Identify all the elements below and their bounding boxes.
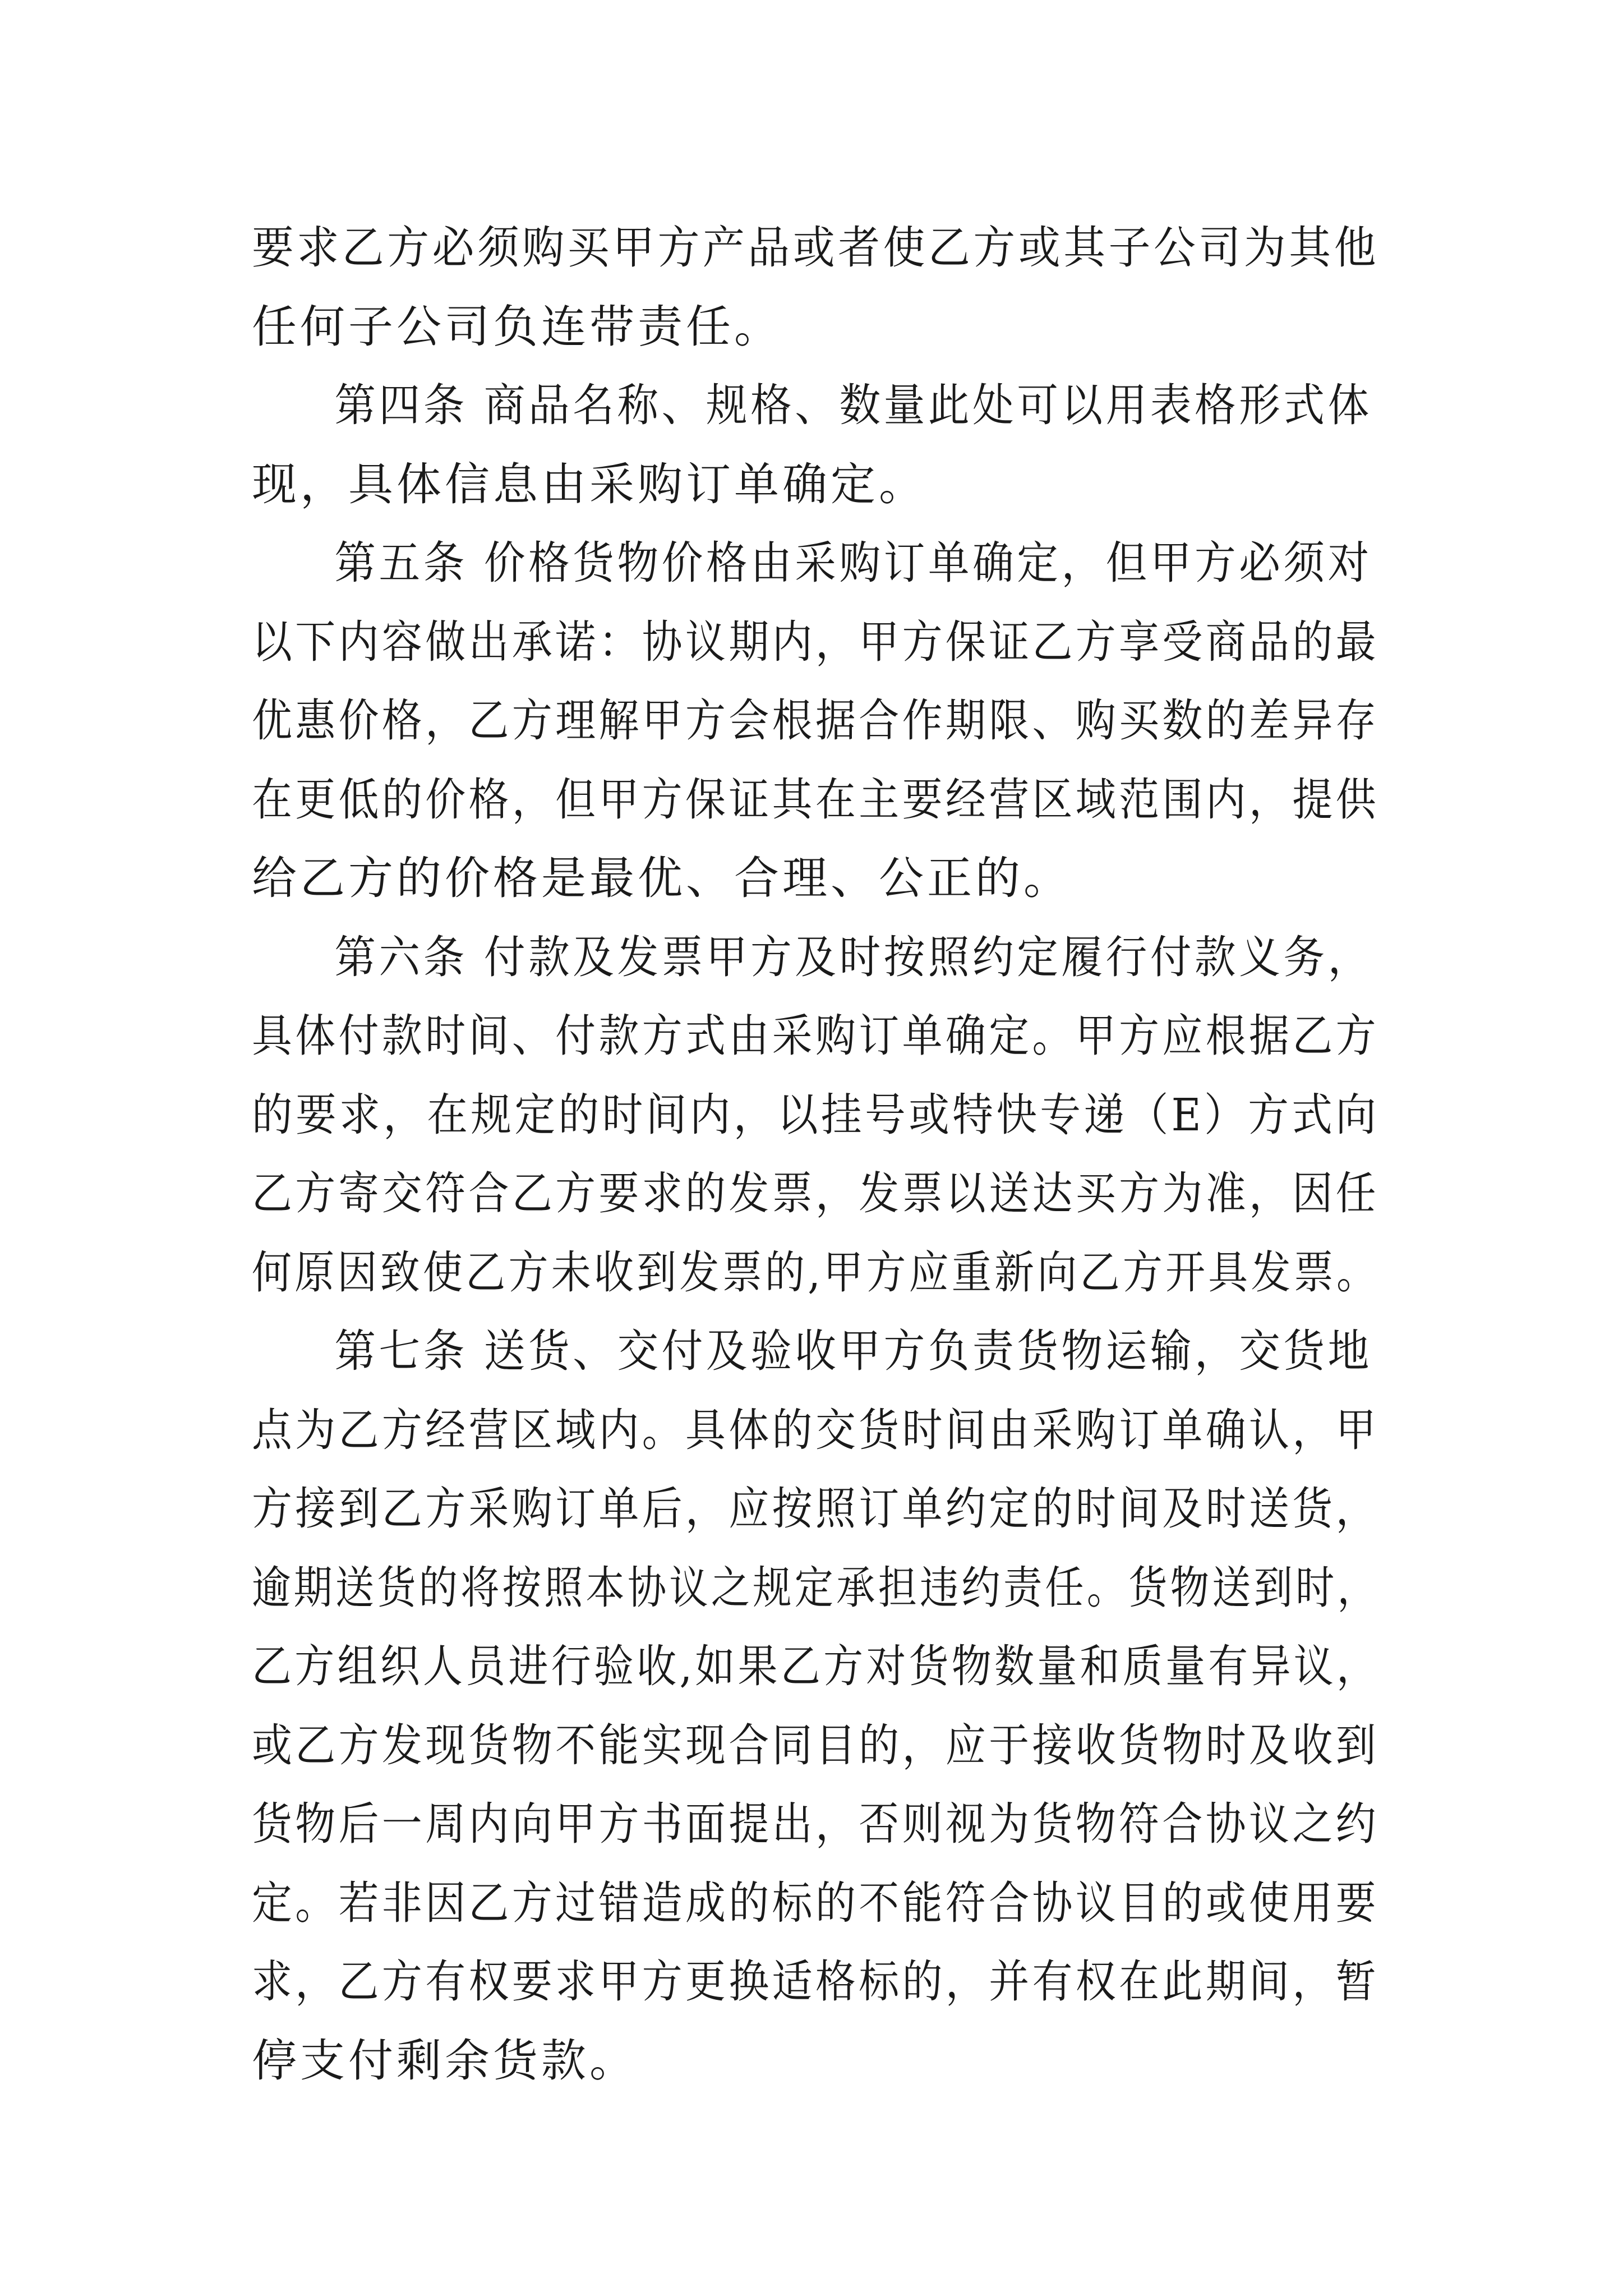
text-line: 具体付款时间、付款方式由采购订单确定。甲方应根据乙方 <box>252 1010 1379 1062</box>
text-line: 求，乙方有权要求甲方更换适格标的，并有权在此期间，暂 <box>252 1955 1379 2008</box>
text-line: 要求乙方必须购买甲方产品或者使乙方或其子公司为其他 <box>252 222 1380 274</box>
text-line: 乙方寄交符合乙方要求的发票，发票以送达买方为准，因任 <box>252 1167 1379 1220</box>
text-line: 方接到乙方采购订单后，应按照订单约定的时间及时送货， <box>252 1483 1379 1535</box>
text-line: 货物后一周内向甲方书面提出，否则视为货物符合协议之约 <box>252 1798 1379 1850</box>
text-line: 给乙方的价格是最优、合理、公正的。 <box>252 852 1072 904</box>
text-line: 现，具体信息由采购订单确定。 <box>252 458 927 510</box>
text-line: 优惠价格，乙方理解甲方会根据合作期限、购买数的差异存 <box>252 694 1379 747</box>
text-line: 或乙方发现货物不能实现合同目的，应于接收货物时及收到 <box>252 1719 1379 1772</box>
text-line: 乙方组织人员进行验收,如果乙方对货物数量和质量有异议， <box>252 1640 1380 1692</box>
text-line: 定。若非因乙方过错造成的标的不能符合协议目的或使用要 <box>252 1876 1379 1929</box>
text-line: 任何子公司负连带责任。 <box>252 300 782 353</box>
article-4-heading-line: 第四条 商品名称、规格、数量此处可以用表格形式体 <box>334 379 1372 431</box>
text-line: 以下内容做出承诺：协议期内，甲方保证乙方享受商品的最 <box>252 615 1379 668</box>
text-line: 何原因致使乙方未收到发票的,甲方应重新向乙方开具发票。 <box>252 1246 1380 1299</box>
article-7-heading-line: 第七条 送货、交付及验收甲方负责货物运输，交货地 <box>334 1325 1372 1377</box>
text-line: 逾期送货的将按照本协议之规定承担违约责任。货物送到时， <box>252 1561 1379 1614</box>
text-line: 在更低的价格，但甲方保证其在主要经营区域范围内，提供 <box>252 773 1379 826</box>
article-6-heading-line: 第六条 付款及发票甲方及时按照约定履行付款义务， <box>334 931 1372 983</box>
text-line: 点为乙方经营区域内。具体的交货时间由采购订单确认，甲 <box>252 1404 1379 1456</box>
text-line: 停支付剩余货款。 <box>252 2034 638 2087</box>
document-body <box>252 209 1380 2100</box>
article-5-heading-line: 第五条 价格货物价格由采购订单确定，但甲方必须对 <box>334 537 1372 589</box>
text-line: 的要求，在规定的时间内，以挂号或特快专递（E）方式向 <box>252 1088 1380 1141</box>
